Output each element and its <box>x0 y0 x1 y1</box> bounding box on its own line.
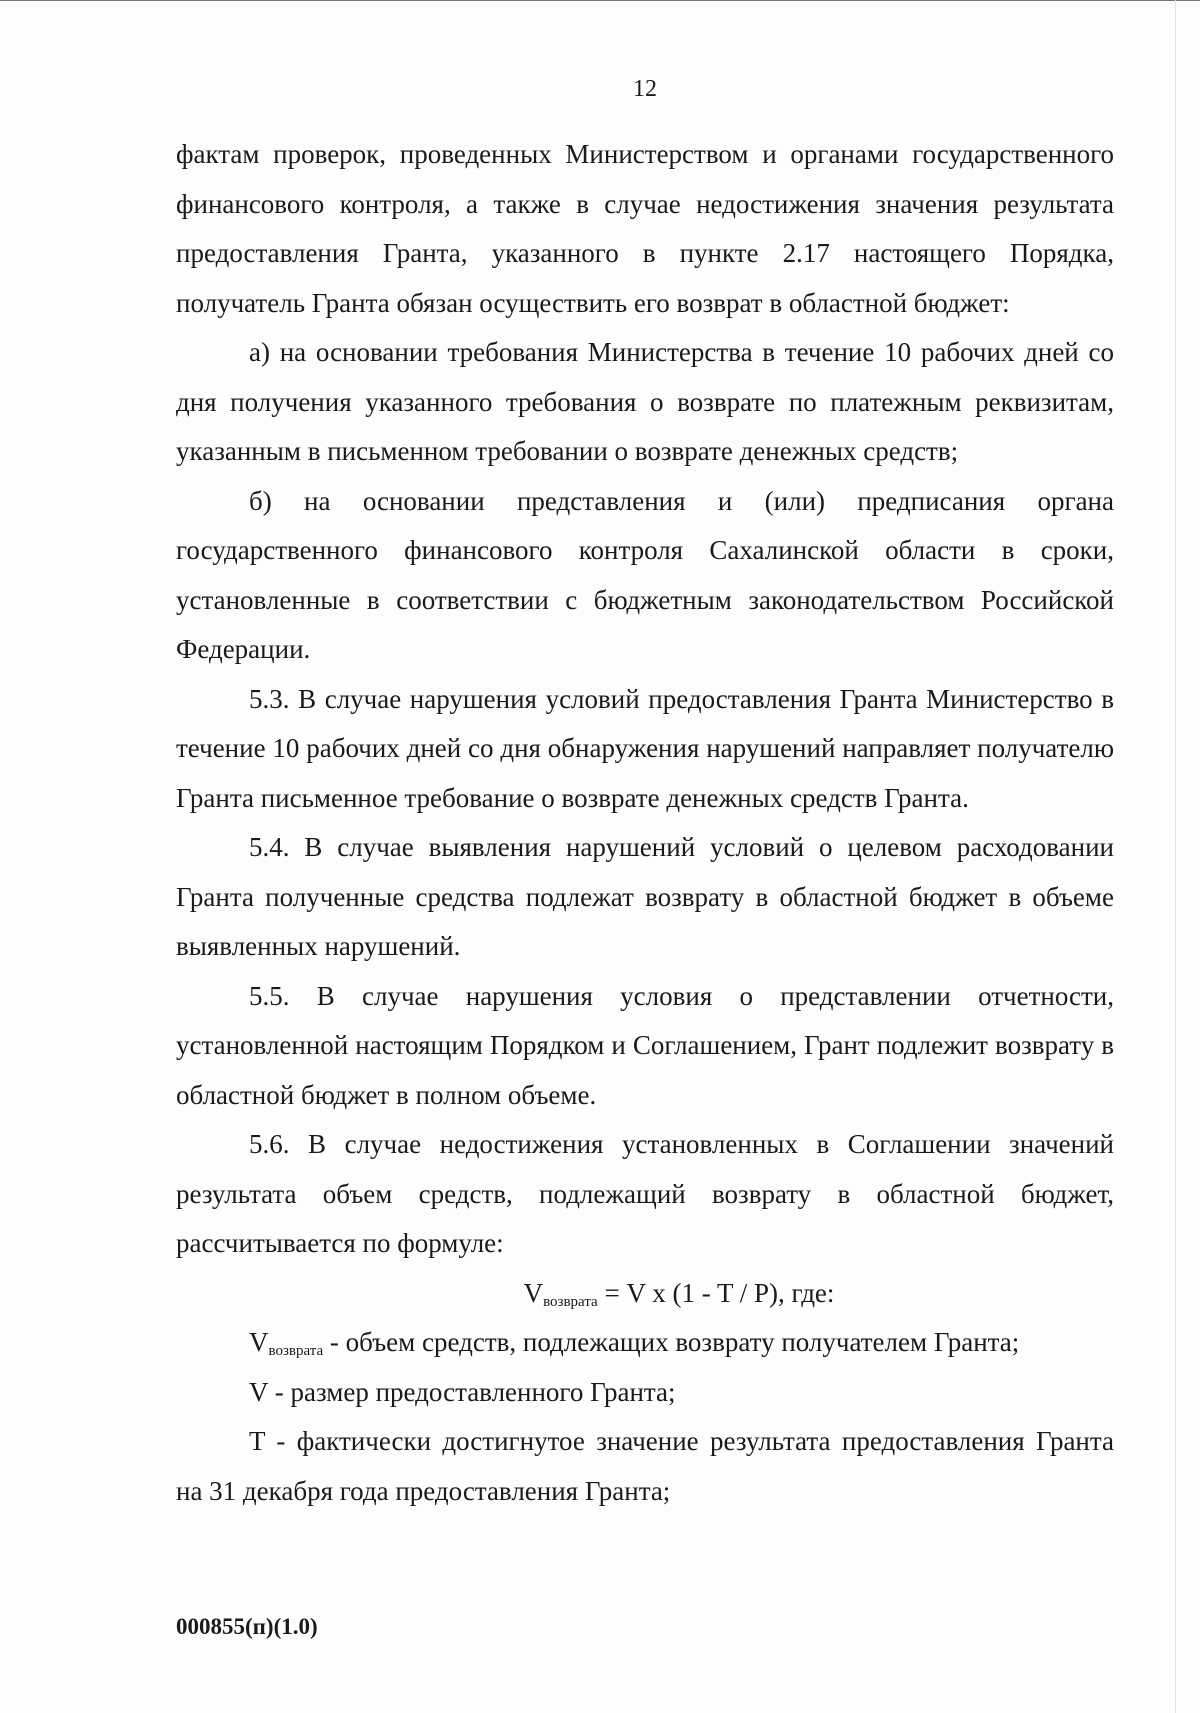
definition-t <box>176 1417 1114 1516</box>
return-formula <box>176 1269 1114 1319</box>
document-body <box>176 130 1114 1516</box>
definition-variable: V <box>249 1327 269 1357</box>
paragraph-5-6: 5.6. В случае недостижения установленных в Соглашении значений результата объем средств, подлежащий возврату в областной бюджет, рассчитывается по формуле: <box>176 1129 1114 1258</box>
paragraph-5-3: 5.3. В случае нарушения условий предоставления Гранта Министерство в течение 10 рабочих дней со дня обнаружения нарушений направляет получателю Гранта письменное требование о возврате денежных средств Гранта. <box>176 683 1114 813</box>
paragraph-5-5: 5.5. В случае нарушения условия о представлении отчетности, установленной настоящим Порядком и Соглашением, Грант подлежит возврату в областной бюджет в полном объеме. <box>176 980 1114 1110</box>
formula-variable: V <box>523 1277 544 1308</box>
definition-variable: V <box>249 1376 269 1407</box>
definition-text: - размер предоставленного Гранта; <box>268 1376 676 1407</box>
scan-edge-top <box>0 0 1200 1</box>
scan-edge-right <box>1175 0 1176 1713</box>
document-code: 000855(п)(1.0) <box>176 1614 318 1639</box>
page-number: 12 <box>633 76 657 102</box>
definition-text: - объем средств, подлежащих возврату получателем Гранта; <box>323 1327 1020 1357</box>
paragraph-continuation: фактам проверок, проведенных Министерством и органами государственного финансового контроля, а также в случае недостижения значения результата предоставления Гранта, указанного в пункте 2.17 настоящего Порядка, получатель Гранта обязан осуществить его возврат в областной бюджет: <box>176 139 1114 318</box>
paragraph-item-b: б) на основании представления и (или) предписания органа государственного финансового контроля Сахалинской области в сроки, установленные в соответствии с бюджетным законодательством Российской Федерации. <box>176 485 1114 664</box>
formula-subscript: возврата <box>543 1293 598 1310</box>
formula-expression: = V x (1 - T / P), где: <box>597 1277 835 1308</box>
paragraph-item-a: а) на основании требования Министерства в течение 10 рабочих дней со дня получения указанного требования о возврате по платежным реквизитам, указанным в письменном требовании о возврате денежных средств; <box>176 337 1114 466</box>
definition-v <box>176 1368 1114 1418</box>
paragraph-5-4: 5.4. В случае выявления нарушений условий о целевом расходовании Гранта полученные средства подлежат возврату в областной бюджет в объеме выявленных нарушений. <box>176 832 1114 961</box>
definition-v-return <box>176 1318 1114 1368</box>
definition-text: - фактически достигнутое значение результата предоставления Гранта на 31 декабря года предоставления Гранта; <box>176 1426 1114 1506</box>
definition-subscript: возврата <box>268 1343 324 1359</box>
definition-variable: T <box>249 1426 266 1456</box>
